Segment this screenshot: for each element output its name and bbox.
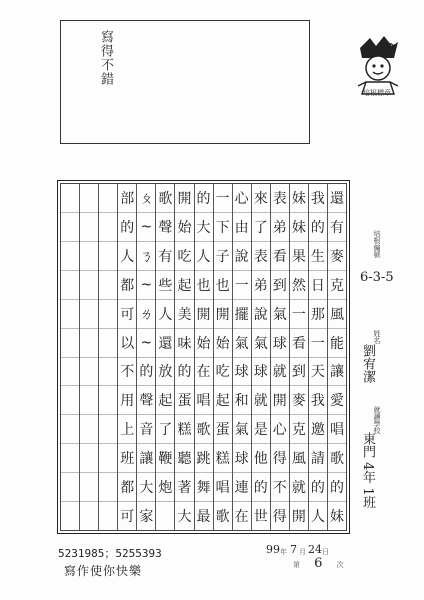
grid-cell: 始 xyxy=(214,328,232,357)
grid-cell: 歌 xyxy=(195,414,213,443)
grid-column xyxy=(213,184,232,530)
grid-cell: 了 xyxy=(252,212,270,241)
grid-cell xyxy=(80,443,98,472)
grid-cell xyxy=(99,414,117,443)
grid-cell xyxy=(99,443,117,472)
grid-cell xyxy=(80,357,98,386)
grid-cell: 就 xyxy=(290,472,308,501)
grid-cell: 聽 xyxy=(175,443,193,472)
grid-column xyxy=(270,184,289,530)
grid-cell: 不 xyxy=(271,472,289,501)
grid-column xyxy=(174,184,193,530)
grid-cell: 麥 xyxy=(290,385,308,414)
grid-cell: 的 xyxy=(196,190,211,207)
grid-cell: 始 xyxy=(175,212,193,241)
grid-cell: 克 xyxy=(328,270,346,299)
grid-column xyxy=(327,184,346,530)
grid-cell: 舞 xyxy=(195,472,213,501)
grid-cell: 有 xyxy=(328,212,346,241)
grid-cell: 些 xyxy=(156,270,174,299)
date-year: 99 xyxy=(266,543,280,556)
name-value: 劉宥潔 xyxy=(360,344,375,383)
grid-cell: 看 xyxy=(290,328,308,357)
grid-cell: 以 xyxy=(118,328,136,357)
grid-cell: 氣 xyxy=(233,414,251,443)
grid-cell: 開 xyxy=(271,385,289,414)
grid-cell: 看 xyxy=(271,241,289,270)
grid-cell: 蛋 xyxy=(175,385,193,414)
grid-cell: 在 xyxy=(233,501,251,530)
grid-cell xyxy=(99,184,117,212)
grid-cell: 還 xyxy=(329,190,344,207)
grid-cell: 氣 xyxy=(252,328,270,357)
grid-cell: 炮 xyxy=(156,472,174,501)
grid-cell: 麥 xyxy=(328,241,346,270)
grid-cell: 大 xyxy=(195,212,213,241)
grid-cell: 可 xyxy=(118,501,136,530)
grid-cell xyxy=(80,501,98,530)
grid-cell: 聲 xyxy=(137,385,155,414)
grid-cell: 音 xyxy=(137,414,155,443)
grid-cell: 聲 xyxy=(156,212,174,241)
grid-cell: 就 xyxy=(271,357,289,386)
stamp-label: 培根標章 xyxy=(363,89,391,97)
grid-cell xyxy=(80,270,98,299)
page-number-row xyxy=(293,556,344,571)
grid-cell xyxy=(99,241,117,270)
phone-numbers: 5231985；5255393 xyxy=(58,547,162,560)
grid-cell: 還 xyxy=(156,328,174,357)
grid-cell: 一 xyxy=(215,190,230,207)
grid-cell xyxy=(61,357,79,386)
grid-cell xyxy=(80,414,98,443)
grid-cell: 美 xyxy=(175,299,193,328)
grid-cell: 大 xyxy=(175,501,193,530)
grid-cell: 都 xyxy=(118,472,136,501)
grid-cell: 家 xyxy=(137,501,155,530)
grid-cell: 能 xyxy=(328,328,346,357)
grid-cell: ~ xyxy=(137,328,155,357)
grid-cell: 表 xyxy=(272,190,287,207)
grid-cell: 蛋 xyxy=(214,414,232,443)
grid-cell xyxy=(156,501,174,530)
school-label: 就讀學校 xyxy=(373,406,381,434)
name-label: 姓名 xyxy=(373,330,381,344)
grid-column xyxy=(98,184,117,530)
grid-cell xyxy=(99,328,117,357)
grid-cell: 最 xyxy=(195,501,213,530)
page-number: 6 xyxy=(314,556,323,571)
grid-cell: 開 xyxy=(214,299,232,328)
grid-cell: 也 xyxy=(195,270,213,299)
grid-cell: 妹 xyxy=(328,501,346,530)
grid-cell: 始 xyxy=(195,328,213,357)
grid-cell xyxy=(99,212,117,241)
grid-cell: 球 xyxy=(233,443,251,472)
grid-cell: 的 xyxy=(137,357,155,386)
grid-cell: 吃 xyxy=(214,357,232,386)
grid-cell xyxy=(61,385,79,414)
grid-cell: 邀 xyxy=(309,414,327,443)
grid-cell: 的 xyxy=(328,472,346,501)
grid-cell: 不 xyxy=(118,357,136,386)
grid-cell: 人 xyxy=(195,241,213,270)
grid-cell: 的 xyxy=(252,472,270,501)
date-day-unit: 日 xyxy=(322,548,329,556)
grid-cell xyxy=(61,184,79,212)
grid-cell xyxy=(80,299,98,328)
grid-cell xyxy=(80,241,98,270)
grid-cell: 弟 xyxy=(252,270,270,299)
grid-cell: 用 xyxy=(118,385,136,414)
grid-cell: 一 xyxy=(290,299,308,328)
grid-cell xyxy=(61,270,79,299)
grid-cell: 人 xyxy=(309,501,327,530)
grid-cell: 唱 xyxy=(328,414,346,443)
date-day: 24 xyxy=(308,543,322,556)
grid-cell: 讓 xyxy=(137,443,155,472)
grid-cell: 下 xyxy=(214,212,232,241)
teacher-comment: 寫得不錯 xyxy=(98,30,113,86)
grid-cell: ㄌ xyxy=(137,299,155,328)
grid-cell: 妹 xyxy=(290,212,308,241)
grid-cell: 吃 xyxy=(175,241,193,270)
school-value: 東門 4年 1班 xyxy=(360,432,375,509)
grid-cell: 到 xyxy=(290,357,308,386)
grid-cell: 生 xyxy=(309,241,327,270)
grid-cell: 大 xyxy=(137,472,155,501)
grid-cell: 來 xyxy=(253,190,268,207)
grid-cell: 球 xyxy=(271,328,289,357)
grid-cell: 唱 xyxy=(214,472,232,501)
grid-cell: 味 xyxy=(175,328,193,357)
date-month: 7 xyxy=(290,543,297,556)
grid-cell xyxy=(61,241,79,270)
grid-columns xyxy=(60,183,347,531)
grid-cell xyxy=(99,501,117,530)
grid-cell: 他 xyxy=(252,443,270,472)
grid-cell: 上 xyxy=(118,414,136,443)
class-number-label: 培根編號 xyxy=(373,230,381,258)
grid-cell: 風 xyxy=(290,443,308,472)
grid-cell: 由 xyxy=(233,212,251,241)
grid-cell: 我 xyxy=(309,385,327,414)
grid-cell: 愛 xyxy=(328,385,346,414)
grid-cell xyxy=(80,328,98,357)
grid-cell xyxy=(80,212,98,241)
grid-cell: 唱 xyxy=(195,385,213,414)
grid-cell: 連 xyxy=(233,472,251,501)
grid-cell: 糕 xyxy=(175,414,193,443)
grid-cell: 風 xyxy=(328,299,346,328)
grid-cell xyxy=(61,472,79,501)
grid-cell: 世 xyxy=(252,501,270,530)
grid-cell xyxy=(61,414,79,443)
grid-cell: 起 xyxy=(175,270,193,299)
grid-column xyxy=(117,184,136,530)
grid-cell: 也 xyxy=(214,270,232,299)
grid-cell xyxy=(80,385,98,414)
grid-cell: 妹 xyxy=(291,190,306,207)
grid-cell: 的 xyxy=(118,212,136,241)
grid-cell: 然 xyxy=(290,270,308,299)
grid-cell xyxy=(61,443,79,472)
grid-cell: 是 xyxy=(252,414,270,443)
grid-cell: 的 xyxy=(309,212,327,241)
grid-cell: 歌 xyxy=(158,190,173,207)
grid-cell xyxy=(61,328,79,357)
date-month-unit: 月 xyxy=(299,548,306,556)
grid-column xyxy=(79,184,98,530)
grid-cell: 一 xyxy=(233,270,251,299)
class-number-value: 6-3-5 xyxy=(360,270,394,285)
grid-column xyxy=(308,184,327,530)
grid-column xyxy=(251,184,270,530)
grid-cell: 心 xyxy=(234,190,249,207)
grid-cell: 請 xyxy=(309,443,327,472)
grid-cell: 克 xyxy=(290,414,308,443)
grid-cell: 糕 xyxy=(214,443,232,472)
grid-cell: 放 xyxy=(156,357,174,386)
grid-cell: 鞭 xyxy=(156,443,174,472)
grid-cell xyxy=(99,472,117,501)
grid-cell xyxy=(99,357,117,386)
grid-cell: ㄆ xyxy=(139,190,154,207)
grid-cell: 可 xyxy=(118,299,136,328)
grid-cell xyxy=(99,385,117,414)
grid-cell: 說 xyxy=(233,241,251,270)
grid-cell: 了 xyxy=(156,414,174,443)
grid-column xyxy=(194,184,213,530)
grid-cell: 球 xyxy=(252,357,270,386)
grid-column xyxy=(289,184,308,530)
grid-cell: 說 xyxy=(252,299,270,328)
grid-cell: 班 xyxy=(118,443,136,472)
grid-cell: ~ xyxy=(137,270,155,299)
date-year-unit: 年 xyxy=(280,548,287,556)
grid-cell xyxy=(80,472,98,501)
grid-cell: 起 xyxy=(156,385,174,414)
grid-cell: 子 xyxy=(214,241,232,270)
grid-cell: 那 xyxy=(309,299,327,328)
grid-cell: 人 xyxy=(118,241,136,270)
grid-cell: 表 xyxy=(252,241,270,270)
grid-cell: 有 xyxy=(156,241,174,270)
grid-cell: 球 xyxy=(233,357,251,386)
grid-cell: 就 xyxy=(252,385,270,414)
page-suffix: 次 xyxy=(336,561,344,569)
grid-cell: 得 xyxy=(271,443,289,472)
grid-cell: 歌 xyxy=(214,501,232,530)
grid-cell: 得 xyxy=(271,501,289,530)
slogan: 寫作使你快樂 xyxy=(64,564,143,578)
grid-cell: 到 xyxy=(271,270,289,299)
grid-cell: 日 xyxy=(309,270,327,299)
grid-column xyxy=(155,184,174,530)
grid-column xyxy=(136,184,155,530)
grid-column xyxy=(232,184,251,530)
grid-cell: 起 xyxy=(214,385,232,414)
grid-cell: 開 xyxy=(195,299,213,328)
grid-cell xyxy=(61,212,79,241)
grid-cell: 一 xyxy=(309,328,327,357)
grid-cell: ㄋ xyxy=(137,241,155,270)
grid-cell xyxy=(80,184,98,212)
student-info xyxy=(352,210,412,540)
grid-cell: 讓 xyxy=(328,357,346,386)
grid-cell: 果 xyxy=(290,241,308,270)
grid-cell: 氣 xyxy=(271,299,289,328)
grid-cell: 的 xyxy=(175,357,193,386)
grid-cell: 歌 xyxy=(328,443,346,472)
grid-cell: 開 xyxy=(290,501,308,530)
page-label: 第 xyxy=(293,561,300,569)
grid-cell xyxy=(99,270,117,299)
grid-cell: 開 xyxy=(177,190,192,207)
grid-cell: 在 xyxy=(195,357,213,386)
grid-cell: 天 xyxy=(309,357,327,386)
grid-cell: ~ xyxy=(137,212,155,241)
grid-cell: 人 xyxy=(156,299,174,328)
writing-grid xyxy=(57,180,350,534)
grid-cell xyxy=(61,501,79,530)
grid-cell: 弟 xyxy=(271,212,289,241)
grid-cell: 著 xyxy=(175,472,193,501)
grid-cell: 和 xyxy=(233,385,251,414)
grid-cell xyxy=(61,299,79,328)
grid-cell: 都 xyxy=(118,270,136,299)
grid-cell: 心 xyxy=(271,414,289,443)
grid-cell: 跳 xyxy=(195,443,213,472)
grid-column xyxy=(61,184,79,530)
grid-cell: 的 xyxy=(309,472,327,501)
svg-text:✿: ✿ xyxy=(388,42,394,50)
grid-cell: 部 xyxy=(120,190,135,207)
grid-cell: 我 xyxy=(310,190,325,207)
grid-cell: 氣 xyxy=(233,328,251,357)
grid-cell: 擺 xyxy=(233,299,251,328)
grid-cell xyxy=(99,299,117,328)
